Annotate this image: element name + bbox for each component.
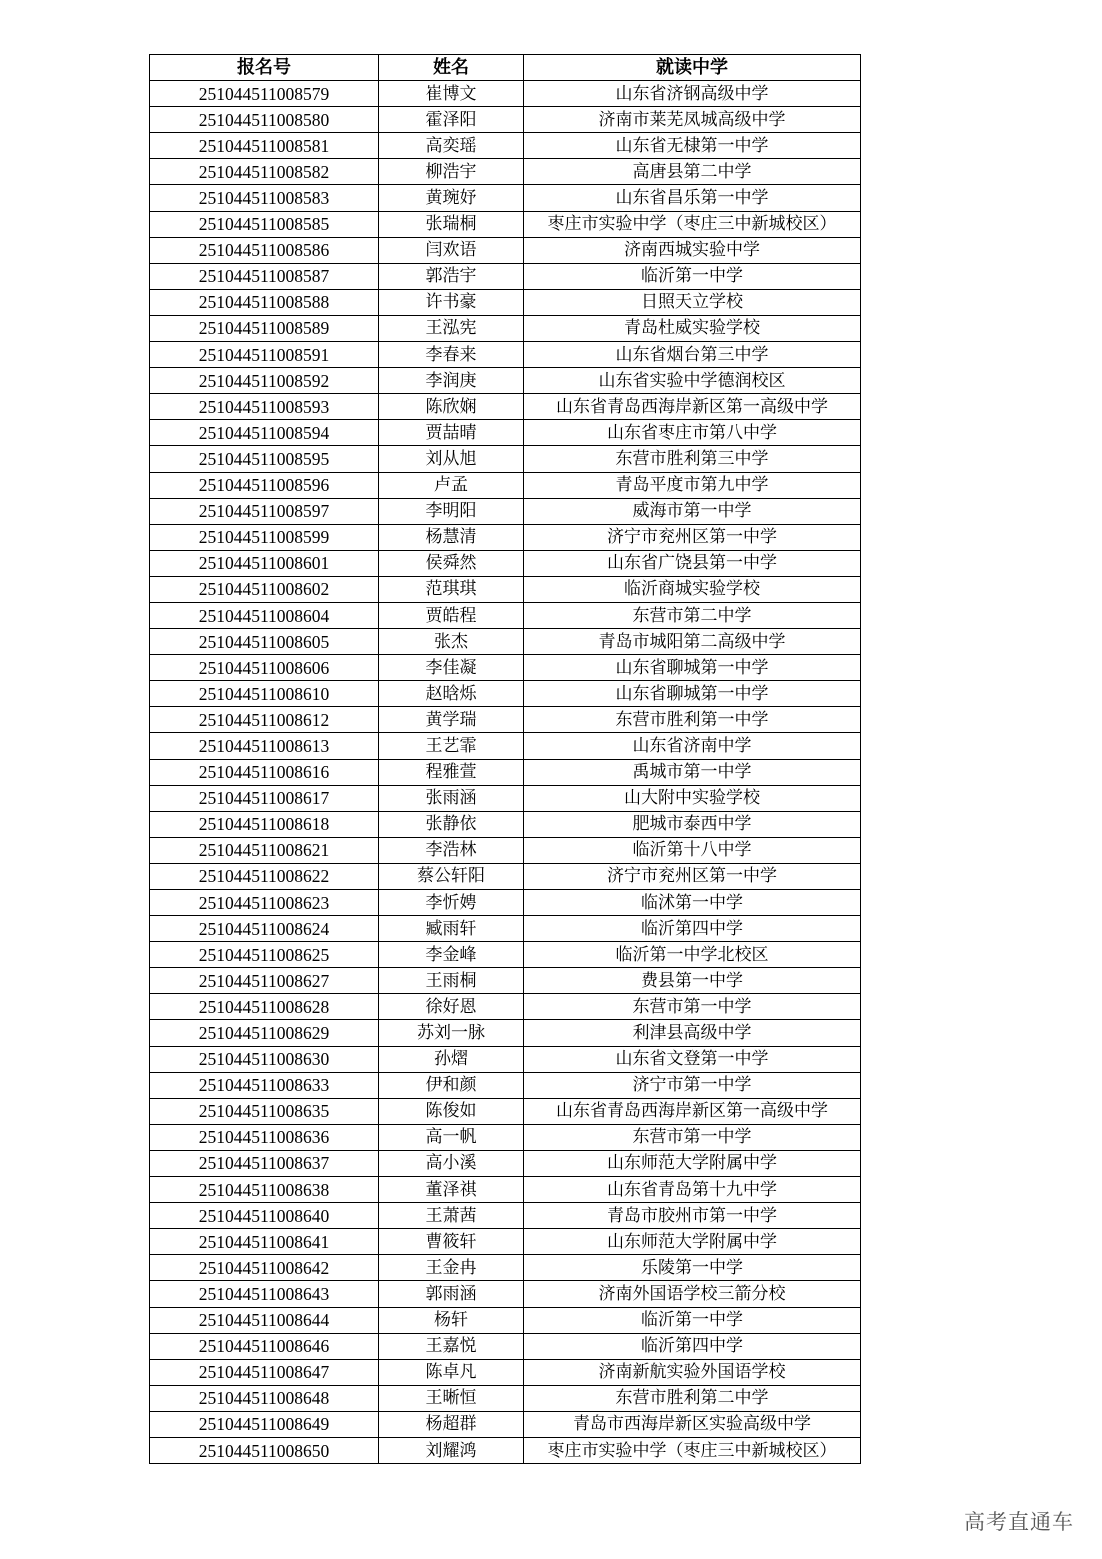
cell-registration-number: 251044511008646	[150, 1333, 379, 1359]
cell-school: 山东师范大学附属中学	[524, 1229, 861, 1255]
table-row	[150, 916, 861, 942]
cell-student-name: 王雨桐	[379, 968, 524, 994]
cell-registration-number: 251044511008585	[150, 211, 379, 237]
cell-registration-number: 251044511008623	[150, 890, 379, 916]
cell-student-name: 贾皓程	[379, 602, 524, 628]
cell-student-name: 闫欢语	[379, 237, 524, 263]
cell-school: 肥城市泰西中学	[524, 811, 861, 837]
cell-registration-number: 251044511008640	[150, 1203, 379, 1229]
cell-school: 禹城市第一中学	[524, 759, 861, 785]
cell-school: 山东省广饶县第一中学	[524, 550, 861, 576]
table-row	[150, 811, 861, 837]
table-row	[150, 1255, 861, 1281]
cell-student-name: 苏刘一脉	[379, 1020, 524, 1046]
cell-registration-number: 251044511008637	[150, 1150, 379, 1176]
table-row	[150, 394, 861, 420]
table-row	[150, 602, 861, 628]
cell-school: 东营市胜利第三中学	[524, 446, 861, 472]
cell-school: 济宁市第一中学	[524, 1072, 861, 1098]
table-row	[150, 837, 861, 863]
cell-student-name: 程雅萱	[379, 759, 524, 785]
table-row	[150, 237, 861, 263]
table-row	[150, 1020, 861, 1046]
table-row	[150, 759, 861, 785]
table-row	[150, 446, 861, 472]
table-row	[150, 1437, 861, 1463]
cell-registration-number: 251044511008601	[150, 550, 379, 576]
table-row	[150, 968, 861, 994]
cell-registration-number: 251044511008581	[150, 133, 379, 159]
cell-student-name: 柳浩宇	[379, 159, 524, 185]
cell-student-name: 王艺霏	[379, 733, 524, 759]
table-row	[150, 81, 861, 107]
cell-student-name: 李润庚	[379, 368, 524, 394]
table-row	[150, 1281, 861, 1307]
table-row	[150, 1229, 861, 1255]
cell-registration-number: 251044511008630	[150, 1046, 379, 1072]
table-row	[150, 263, 861, 289]
table-row	[150, 1098, 861, 1124]
table-row	[150, 1150, 861, 1176]
cell-student-name: 赵晗烁	[379, 681, 524, 707]
cell-student-name: 黄琬妤	[379, 185, 524, 211]
table-row	[150, 655, 861, 681]
cell-school: 临沭第一中学	[524, 890, 861, 916]
cell-registration-number: 251044511008648	[150, 1385, 379, 1411]
table-row	[150, 994, 861, 1020]
cell-school: 临沂第一中学	[524, 1307, 861, 1333]
cell-school: 高唐县第二中学	[524, 159, 861, 185]
cell-school: 青岛市城阳第二高级中学	[524, 629, 861, 655]
cell-school: 威海市第一中学	[524, 498, 861, 524]
cell-student-name: 张杰	[379, 629, 524, 655]
header-row	[150, 55, 861, 81]
cell-student-name: 侯舜然	[379, 550, 524, 576]
cell-registration-number: 251044511008591	[150, 342, 379, 368]
cell-school: 临沂第十八中学	[524, 837, 861, 863]
cell-registration-number: 251044511008649	[150, 1411, 379, 1437]
cell-school: 济南外国语学校三箭分校	[524, 1281, 861, 1307]
cell-registration-number: 251044511008638	[150, 1177, 379, 1203]
cell-school: 山东省实验中学德润校区	[524, 368, 861, 394]
cell-registration-number: 251044511008613	[150, 733, 379, 759]
cell-student-name: 张雨涵	[379, 785, 524, 811]
cell-student-name: 王嘉悦	[379, 1333, 524, 1359]
cell-school: 山东省济南中学	[524, 733, 861, 759]
cell-registration-number: 251044511008612	[150, 707, 379, 733]
cell-school: 济南西城实验中学	[524, 237, 861, 263]
table-row	[150, 1359, 861, 1385]
table-body	[150, 81, 861, 1464]
cell-school: 临沂第一中学	[524, 263, 861, 289]
cell-student-name: 董泽祺	[379, 1177, 524, 1203]
cell-school: 东营市胜利第二中学	[524, 1385, 861, 1411]
cell-student-name: 李金峰	[379, 942, 524, 968]
cell-student-name: 李忻娉	[379, 890, 524, 916]
cell-student-name: 贾喆晴	[379, 420, 524, 446]
cell-school: 山东省文登第一中学	[524, 1046, 861, 1072]
table-row	[150, 289, 861, 315]
cell-school: 山大附中实验学校	[524, 785, 861, 811]
cell-student-name: 高小溪	[379, 1150, 524, 1176]
cell-school: 山东省枣庄市第八中学	[524, 420, 861, 446]
cell-registration-number: 251044511008604	[150, 602, 379, 628]
cell-registration-number: 251044511008610	[150, 681, 379, 707]
cell-school: 山东省聊城第一中学	[524, 681, 861, 707]
table-row	[150, 576, 861, 602]
cell-registration-number: 251044511008641	[150, 1229, 379, 1255]
cell-student-name: 杨慧清	[379, 524, 524, 550]
cell-registration-number: 251044511008583	[150, 185, 379, 211]
cell-school: 东营市第二中学	[524, 602, 861, 628]
cell-registration-number: 251044511008644	[150, 1307, 379, 1333]
cell-school: 山东省烟台第三中学	[524, 342, 861, 368]
table-row	[150, 1072, 861, 1098]
cell-registration-number: 251044511008582	[150, 159, 379, 185]
cell-school: 青岛平度市第九中学	[524, 472, 861, 498]
cell-school: 山东省青岛西海岸新区第一高级中学	[524, 394, 861, 420]
cell-school: 山东省无棣第一中学	[524, 133, 861, 159]
table-row	[150, 1177, 861, 1203]
cell-registration-number: 251044511008643	[150, 1281, 379, 1307]
cell-student-name: 徐好恩	[379, 994, 524, 1020]
cell-student-name: 张静依	[379, 811, 524, 837]
cell-student-name: 王泓宪	[379, 315, 524, 341]
cell-student-name: 刘从旭	[379, 446, 524, 472]
table-row	[150, 498, 861, 524]
cell-school: 东营市第一中学	[524, 1124, 861, 1150]
cell-registration-number: 251044511008650	[150, 1437, 379, 1463]
cell-school: 临沂商城实验学校	[524, 576, 861, 602]
cell-registration-number: 251044511008617	[150, 785, 379, 811]
table-row	[150, 942, 861, 968]
cell-school: 青岛市西海岸新区实验高级中学	[524, 1411, 861, 1437]
cell-student-name: 卢孟	[379, 472, 524, 498]
cell-school: 临沂第一中学北校区	[524, 942, 861, 968]
cell-school: 山东省青岛第十九中学	[524, 1177, 861, 1203]
table-row	[150, 342, 861, 368]
table-row	[150, 1203, 861, 1229]
cell-registration-number: 251044511008596	[150, 472, 379, 498]
cell-registration-number: 251044511008592	[150, 368, 379, 394]
table-row	[150, 890, 861, 916]
cell-registration-number: 251044511008642	[150, 1255, 379, 1281]
cell-student-name: 杨超群	[379, 1411, 524, 1437]
cell-registration-number: 251044511008616	[150, 759, 379, 785]
cell-registration-number: 251044511008594	[150, 420, 379, 446]
cell-registration-number: 251044511008580	[150, 107, 379, 133]
cell-school: 山东省昌乐第一中学	[524, 185, 861, 211]
table-row	[150, 315, 861, 341]
table-row	[150, 1307, 861, 1333]
cell-registration-number: 251044511008636	[150, 1124, 379, 1150]
cell-student-name: 李浩林	[379, 837, 524, 863]
cell-student-name: 曹筱轩	[379, 1229, 524, 1255]
header-school: 就读中学	[524, 55, 861, 81]
cell-student-name: 李春来	[379, 342, 524, 368]
cell-school: 济南新航实验外国语学校	[524, 1359, 861, 1385]
cell-student-name: 臧雨轩	[379, 916, 524, 942]
cell-student-name: 郭雨涵	[379, 1281, 524, 1307]
table-row	[150, 1124, 861, 1150]
cell-school: 山东省聊城第一中学	[524, 655, 861, 681]
cell-school: 枣庄市实验中学（枣庄三中新城校区）	[524, 211, 861, 237]
cell-school: 山东师范大学附属中学	[524, 1150, 861, 1176]
cell-registration-number: 251044511008579	[150, 81, 379, 107]
cell-school: 临沂第四中学	[524, 1333, 861, 1359]
cell-student-name: 孙熠	[379, 1046, 524, 1072]
cell-registration-number: 251044511008602	[150, 576, 379, 602]
cell-school: 日照天立学校	[524, 289, 861, 315]
cell-student-name: 王晰恒	[379, 1385, 524, 1411]
table-row	[150, 211, 861, 237]
cell-school: 山东省青岛西海岸新区第一高级中学	[524, 1098, 861, 1124]
cell-school: 枣庄市实验中学（枣庄三中新城校区）	[524, 1437, 861, 1463]
cell-school: 青岛杜威实验学校	[524, 315, 861, 341]
watermark-text: 高考直通车	[964, 1510, 1074, 1534]
cell-student-name: 王萧茜	[379, 1203, 524, 1229]
cell-registration-number: 251044511008628	[150, 994, 379, 1020]
cell-registration-number: 251044511008605	[150, 629, 379, 655]
cell-registration-number: 251044511008624	[150, 916, 379, 942]
cell-school: 济南市莱芜凤城高级中学	[524, 107, 861, 133]
cell-student-name: 李明阳	[379, 498, 524, 524]
table-header	[150, 55, 861, 81]
table-row	[150, 550, 861, 576]
table-row	[150, 1333, 861, 1359]
table-row	[150, 472, 861, 498]
cell-student-name: 张瑞桐	[379, 211, 524, 237]
header-registration-number: 报名号	[150, 55, 379, 81]
cell-school: 东营市胜利第一中学	[524, 707, 861, 733]
cell-registration-number: 251044511008635	[150, 1098, 379, 1124]
table-row	[150, 629, 861, 655]
table-row	[150, 368, 861, 394]
header-name: 姓名	[379, 55, 524, 81]
table-row	[150, 1385, 861, 1411]
table-row	[150, 1411, 861, 1437]
table-row	[150, 785, 861, 811]
cell-student-name: 高一帆	[379, 1124, 524, 1150]
table-row	[150, 185, 861, 211]
table-row	[150, 133, 861, 159]
cell-registration-number: 251044511008597	[150, 498, 379, 524]
cell-registration-number: 251044511008629	[150, 1020, 379, 1046]
cell-registration-number: 251044511008587	[150, 263, 379, 289]
cell-registration-number: 251044511008588	[150, 289, 379, 315]
cell-registration-number: 251044511008595	[150, 446, 379, 472]
cell-school: 山东省济钢高级中学	[524, 81, 861, 107]
cell-registration-number: 251044511008627	[150, 968, 379, 994]
cell-registration-number: 251044511008625	[150, 942, 379, 968]
cell-student-name: 崔博文	[379, 81, 524, 107]
cell-registration-number: 251044511008633	[150, 1072, 379, 1098]
table-row	[150, 733, 861, 759]
table-row	[150, 707, 861, 733]
cell-school: 东营市第一中学	[524, 994, 861, 1020]
cell-school: 青岛市胶州市第一中学	[524, 1203, 861, 1229]
table-row	[150, 107, 861, 133]
cell-registration-number: 251044511008647	[150, 1359, 379, 1385]
table-row	[150, 1046, 861, 1072]
table-row	[150, 420, 861, 446]
cell-registration-number: 251044511008589	[150, 315, 379, 341]
cell-student-name: 霍泽阳	[379, 107, 524, 133]
table-row	[150, 681, 861, 707]
table-row	[150, 863, 861, 889]
cell-student-name: 李佳凝	[379, 655, 524, 681]
cell-school: 利津县高级中学	[524, 1020, 861, 1046]
cell-registration-number: 251044511008599	[150, 524, 379, 550]
table-row	[150, 524, 861, 550]
cell-school: 乐陵第一中学	[524, 1255, 861, 1281]
cell-school: 济宁市兖州区第一中学	[524, 524, 861, 550]
cell-school: 费县第一中学	[524, 968, 861, 994]
cell-student-name: 刘耀鸿	[379, 1437, 524, 1463]
table-row	[150, 159, 861, 185]
cell-registration-number: 251044511008606	[150, 655, 379, 681]
cell-registration-number: 251044511008621	[150, 837, 379, 863]
cell-student-name: 陈卓凡	[379, 1359, 524, 1385]
cell-student-name: 郭浩宇	[379, 263, 524, 289]
cell-registration-number: 251044511008586	[150, 237, 379, 263]
cell-registration-number: 251044511008622	[150, 863, 379, 889]
cell-student-name: 许书豪	[379, 289, 524, 315]
cell-student-name: 高奕瑶	[379, 133, 524, 159]
cell-student-name: 陈俊如	[379, 1098, 524, 1124]
student-roster-table	[149, 54, 861, 1464]
cell-student-name: 蔡公轩阳	[379, 863, 524, 889]
cell-registration-number: 251044511008593	[150, 394, 379, 420]
cell-student-name: 伊和颜	[379, 1072, 524, 1098]
cell-student-name: 黄学瑞	[379, 707, 524, 733]
cell-registration-number: 251044511008618	[150, 811, 379, 837]
cell-student-name: 王金冉	[379, 1255, 524, 1281]
cell-school: 临沂第四中学	[524, 916, 861, 942]
cell-school: 济宁市兖州区第一中学	[524, 863, 861, 889]
cell-student-name: 杨轩	[379, 1307, 524, 1333]
cell-student-name: 范琪琪	[379, 576, 524, 602]
cell-student-name: 陈欣娴	[379, 394, 524, 420]
